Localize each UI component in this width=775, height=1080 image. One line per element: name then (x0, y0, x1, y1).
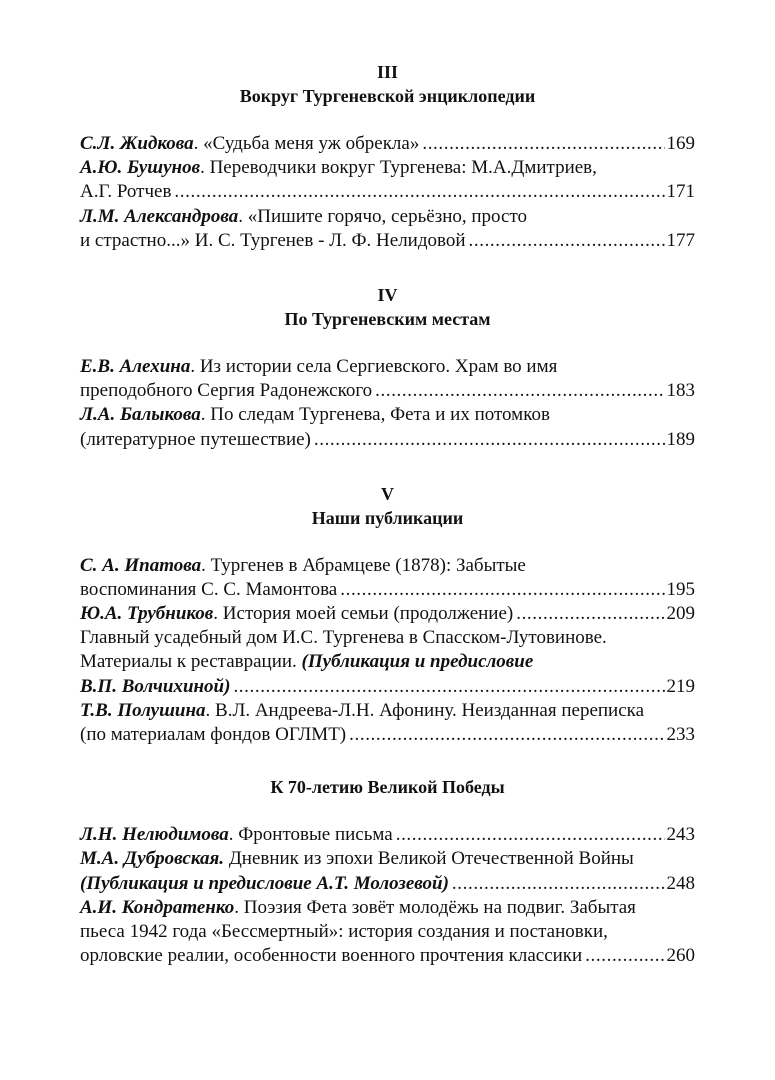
page-number: 171 (666, 181, 695, 203)
entry-author: Т.В. Полушина (80, 699, 206, 721)
entry-author: Л.А. Балыкова (80, 404, 201, 426)
entry-title: . «Судьба меня уж обрекла» (193, 133, 420, 154)
entry-author: С.Л. Жидкова (80, 133, 194, 154)
entry-author: Ю.А. Трубников (80, 603, 214, 625)
entry-publication-note-continued: В.П. Волчихиной) (80, 675, 231, 697)
entry-title: . Фронтовые письма (228, 824, 393, 846)
entry-author: А.Ю. Бушунов (80, 157, 201, 179)
page-number: 209 (666, 603, 695, 625)
page-number: 183 (666, 380, 695, 402)
dot-leader (396, 823, 665, 847)
entry-title-continued: воспоминания С. С. Мамонтова (80, 578, 338, 600)
entry-title: . Переводчики вокруг Тургенева: М.А.Дмитриев, (200, 157, 597, 179)
toc-entry (80, 699, 695, 747)
toc-entry (80, 896, 695, 969)
entry-title: . Из истории села Сергиевского. Храм во имя (190, 355, 558, 377)
dot-leader (340, 578, 664, 602)
toc-entry (80, 403, 695, 451)
page-number: 233 (666, 724, 695, 745)
toc-entry (80, 602, 695, 626)
toc-entry (80, 554, 695, 602)
section-number: III (376, 62, 398, 82)
entry-author: С. А. Ипатова (80, 554, 202, 576)
entry-author: Е.В. Алехина (80, 355, 191, 377)
page-number: 248 (666, 872, 695, 894)
section-title: По Тургеневским местам (284, 308, 491, 329)
entry-title-continued: (по материалам фондов ОГЛМТ) (80, 724, 347, 745)
dot-leader (314, 428, 665, 452)
toc-entry (80, 132, 695, 156)
dot-leader (375, 379, 664, 403)
toc-entry (80, 156, 695, 204)
dot-leader (422, 132, 664, 156)
section-5 (80, 482, 695, 748)
dot-leader (516, 602, 664, 626)
section-title: Вокруг Тургеневской энциклопедии (239, 86, 536, 106)
entry-title-continued: пьеса 1942 года «Бессмертный»: история создания и постановки, (80, 920, 608, 942)
entry-author: Л.М. Александрова (80, 205, 239, 227)
entry-title-continued: орловские реалии, особенности военного прочтения классики (80, 945, 583, 967)
entry-title: . По следам Тургенева, Фета и их потомков (200, 404, 550, 426)
section-number: V (381, 483, 394, 504)
entry-title: Дневник из эпохи Великой Отечественной Войны (224, 848, 634, 870)
entry-title-continued: Материалы к реставрации. (80, 651, 302, 673)
entry-publication-note: (Публикация и предисловие А.Т. Молозевой) (80, 872, 449, 894)
page-number: 177 (666, 229, 695, 251)
toc-entry (80, 823, 695, 847)
entry-author: М.А. Дубровская. (80, 848, 225, 870)
section-4 (80, 283, 695, 452)
dot-leader (233, 675, 664, 699)
toc-entry (80, 626, 695, 699)
entry-publication-note: (Публикация и предисловие (301, 651, 534, 673)
entry-title-continued: и страстно...» И. С. Тургенев - Л. Ф. Нелидовой (80, 229, 466, 251)
toc-entry (80, 847, 695, 895)
table-of-contents (80, 60, 695, 968)
page-number: 243 (666, 824, 695, 846)
section-number: IV (377, 284, 398, 305)
section-title: К 70-летию Великой Победы (270, 777, 505, 798)
section-title: Наши публикации (311, 507, 464, 528)
dot-leader (174, 180, 664, 204)
page-number: 189 (666, 428, 695, 450)
section-3 (80, 60, 695, 253)
entry-title: . Тургенев в Абрамцеве (1878): Забытые (201, 554, 526, 576)
dot-leader (349, 723, 664, 747)
section-victory (80, 775, 695, 968)
page-number: 169 (666, 133, 695, 154)
page-number: 219 (666, 675, 695, 697)
entry-title-continued: преподобного Сергия Радонежского (80, 380, 373, 402)
entry-author: Л.Н. Нелюдимова (80, 824, 229, 846)
page-number: 260 (666, 945, 695, 967)
toc-entry (80, 205, 695, 253)
entry-title: . История моей семьи (продолжение) (213, 603, 514, 625)
entry-title: . Поэзия Фета зовёт молодёжь на подвиг. Забытая (234, 896, 636, 918)
dot-leader (469, 229, 665, 253)
page-number: 195 (666, 578, 695, 600)
entry-author: А.И. Кондратенко (80, 896, 235, 918)
entry-title-continued: (литературное путешествие) (80, 428, 311, 450)
toc-entry (80, 355, 695, 403)
dot-leader (585, 944, 664, 968)
dot-leader (452, 872, 665, 896)
entry-title: . В.Л. Андреева-Л.Н. Афонину. Неизданная переписка (205, 699, 645, 721)
entry-title-continued: А.Г. Ротчев (80, 181, 172, 203)
entry-title: Главный усадебный дом И.С. Тургенева в Спасском-Лутовинове. (80, 627, 607, 649)
entry-title: . «Пишите горячо, серьёзно, просто (238, 205, 528, 227)
